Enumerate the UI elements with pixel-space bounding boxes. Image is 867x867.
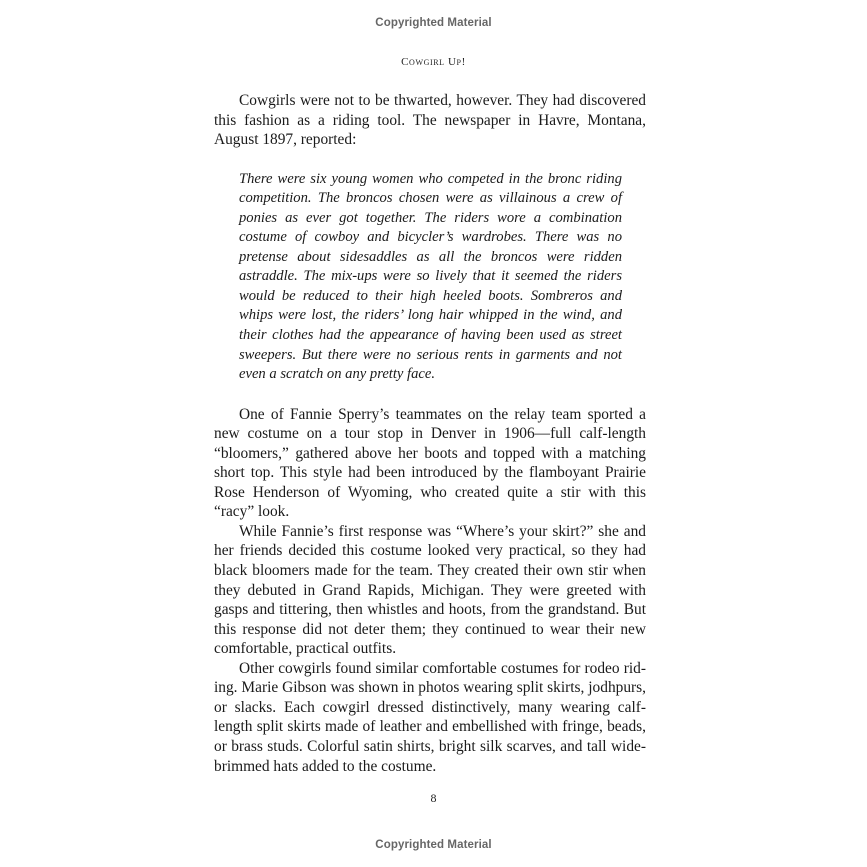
paragraph-4: Other cowgirls found similar comfortable costumes for rodeo riding. Marie Gibson was shown in photos wearing split skirts, jodhpurs, or slacks. Each cowgirl dressed distinctively, many wearing calf-length split skirts made of leather and embellished with fringe, beads, or brass studs. Colorful satin shirts, bright silk scarves, and tall wide-brimmed hats added to the costume. xyxy=(214,659,646,775)
paragraph-3: While Fannie’s first response was “Where’s your skirt?” she and her friends decided this costume looked very practical, so they had black bloomers made for the team. They created their own stir when they debuted in Grand Rapids, Michigan. They were greeted with gasps and tittering, then whistles and hoots, from the grandstand. But this response did not deter them; they continued to wear their new comfortable, practical outfits. xyxy=(214,522,646,658)
body-text xyxy=(214,91,646,776)
paragraph-1: Cowgirls were not to be thwarted, however. They had discovered this fashion as a riding tool. The newspaper in Havre, Montana, August 1897, reported: xyxy=(214,92,646,149)
page-number: 8 xyxy=(430,791,437,805)
copyright-watermark-top: Copyrighted Material xyxy=(375,17,492,29)
paragraph-2: One of Fannie Sperry’s teammates on the relay team sported a new costume on a tour stop in Denver in 1906—full calf-length “bloomers,” gathered above her boots and topped with a matching short top. This style had been introduced by the flamboyant Prairie Rose Henderson of Wyoming, who created quite a stir with this “racy” look. xyxy=(214,405,646,521)
running-head: Cowgirl Up! xyxy=(401,56,466,68)
copyright-watermark-bottom: Copyrighted Material xyxy=(375,839,492,851)
newspaper-quote: There were six young women who competed in the bronc riding competition. The broncos chosen were as villainous a crew of ponies as ever got together. The riders wore a combination costume of cowboy and bicycler’s wardrobes. There was no pretense about sidesaddles as all the broncos were ridden astraddle. The mix-ups were so lively that it seemed the riders would be reduced to their high heeled boots. Sombreros and whips were lost, the riders’ long hair whipped in the wind, and their clothes had the appearance of having been used as street sweepers. But there were no serious rents in garments and not even a scratch on any pretty face. xyxy=(239,170,622,383)
